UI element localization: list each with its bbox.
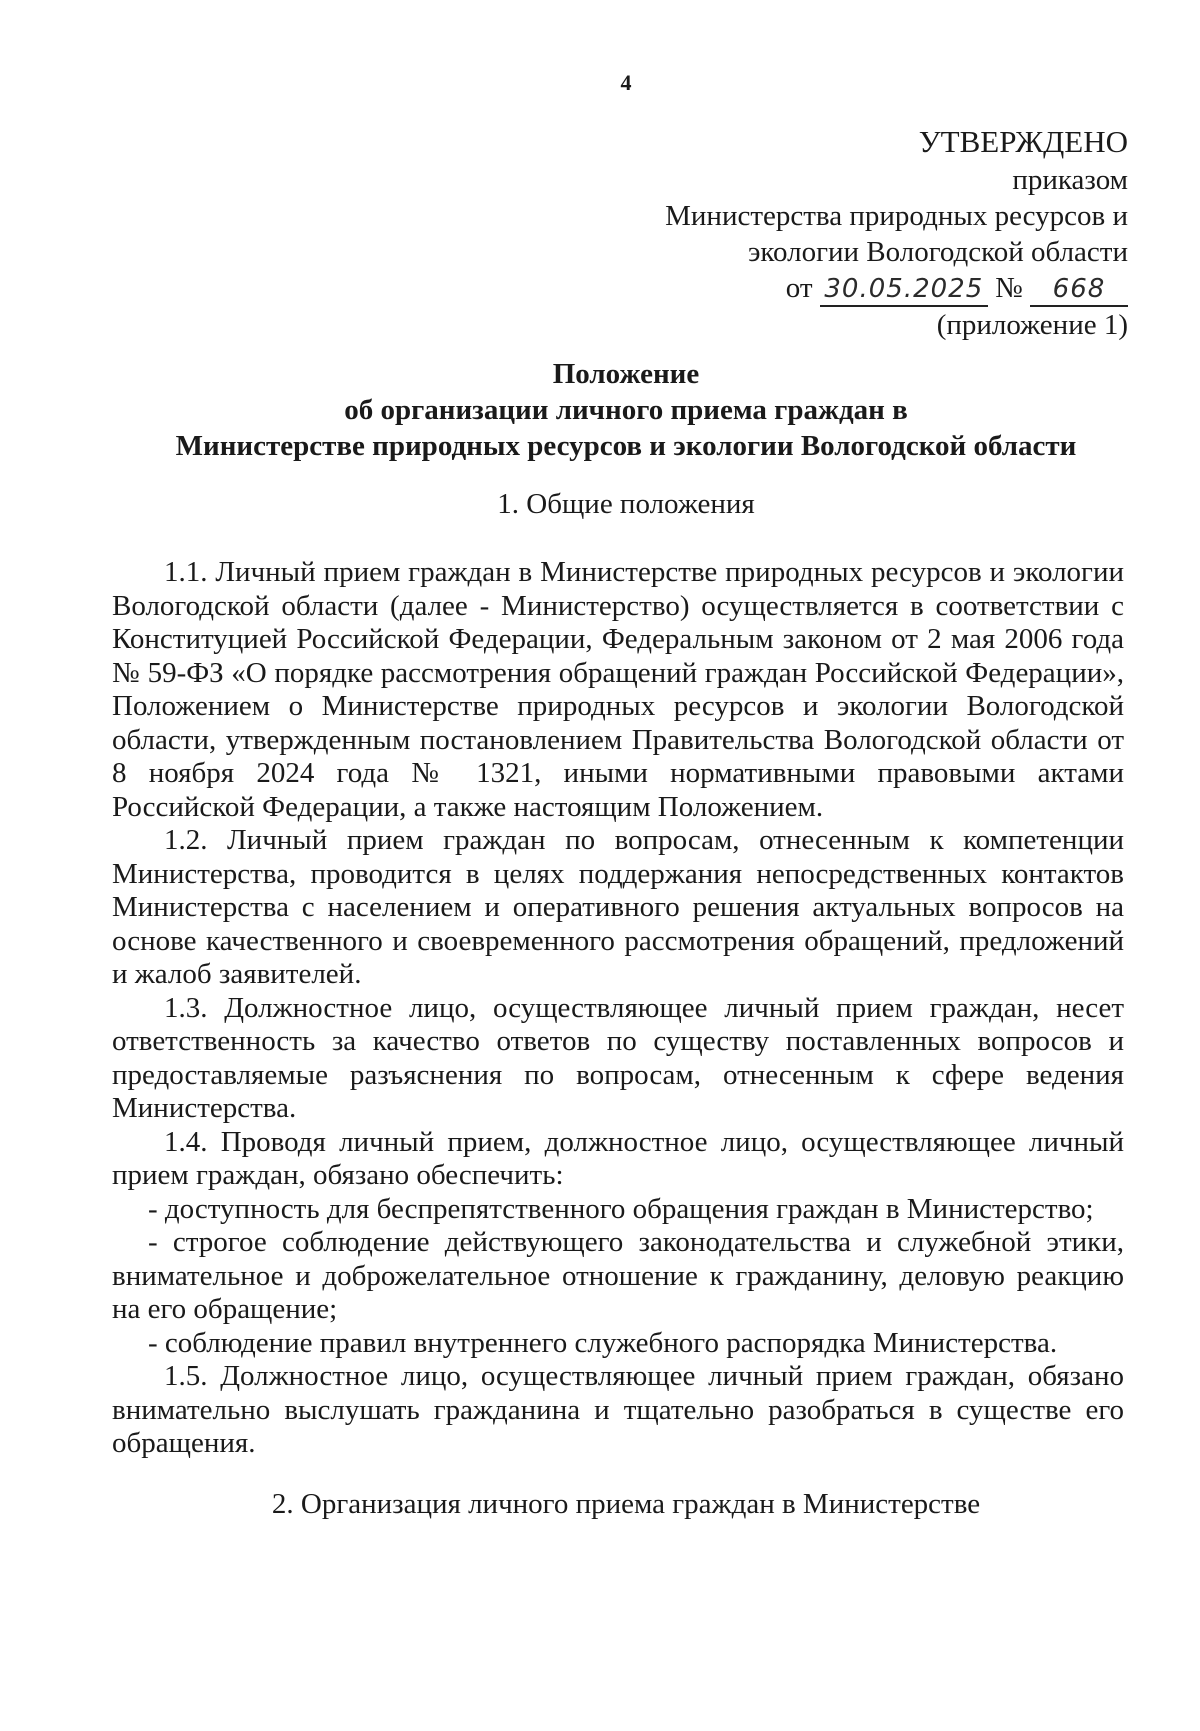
approval-annex: (приложение 1) [936,309,1128,341]
section-heading-1: 1. Общие положения [497,488,755,520]
approval-stamp-block [568,122,1128,343]
title-line-3: Министерстве природных ресурсов и экологии Вологодской области [175,430,1077,462]
approval-line-2: Министерства природных ресурсов и [665,200,1128,232]
title-line-1: Положение [552,358,700,390]
document-title [0,356,1200,464]
list-item: - строгое соблюдение действующего законодательства и служебной этики, внимательное и доброжелательное отношение к гражданину, деловую реакцию на его обращение; [112,1226,1124,1325]
paragraph-1-4: 1.4. Проводя личный прием, должностное лицо, осуществляющее личный прием граждан, обязано обеспечить: [112,1125,1124,1191]
list-item: - доступность для беспрепятственного обращения граждан в Министерство; [148,1192,1094,1225]
approval-order-line [568,270,1128,307]
approval-title: УТВЕРЖДЕНО [918,124,1128,159]
list-item: - соблюдение правил внутреннего служебного распорядка Министерства. [148,1326,1058,1359]
paragraph-1-3: 1.3. Должностное лицо, осуществляющее личный прием граждан, несет ответственность за качество ответов по существу поставленных вопросов и предоставляемые разъяснения по вопросам, отнесенным к сфере ведения Министерства. [112,991,1124,1124]
order-number-handwritten: 668 [1030,273,1128,307]
section-1-body [112,556,1124,1461]
approval-line-1: приказом [1012,164,1128,196]
approval-line-3: экологии Вологодской области [747,236,1128,268]
order-from-label: от [785,272,813,304]
section-heading-2: 2. Организация личного приема граждан в Министерстве [271,1488,981,1520]
title-line-2: об организации личного приема граждан в [344,394,908,426]
paragraph-1-2: 1.2. Личный прием граждан по вопросам, отнесенным к компетенции Министерства, проводится в целях поддержания непосредственных контактов Министерства с населением и оперативного решения актуальных вопросов на основе качественного и своевременного рассмотрения обращений, предложений и жалоб заявителей. [112,824,1124,990]
paragraph-1-5: 1.5. Должностное лицо, осуществляющее личный прием граждан, обязано внимательно выслушать гражданина и тщательно разобраться в существе его обращения. [112,1360,1124,1459]
page-number: 4 [620,70,632,95]
paragraph-1-1: 1.1. Личный прием граждан в Министерстве природных ресурсов и экологии Вологодской области (далее - Министерство) осуществляется в соответствии с Конституцией Российской Федерации, Федеральным законом от 2 мая 2006 года № 59-ФЗ «О порядке рассмотрения обращений граждан Российской Федерации», Положением о Министерстве природных ресурсов и экологии Вологодской области, утвержденным постановлением Правительства Вологодской области от 8 ноября 2024 года № 1321, иными нормативными правовыми актами Российской Федерации, а также настоящим Положением. [112,556,1124,823]
order-number-label: № [995,272,1023,304]
order-date-handwritten: 30.05.2025 [820,273,988,307]
